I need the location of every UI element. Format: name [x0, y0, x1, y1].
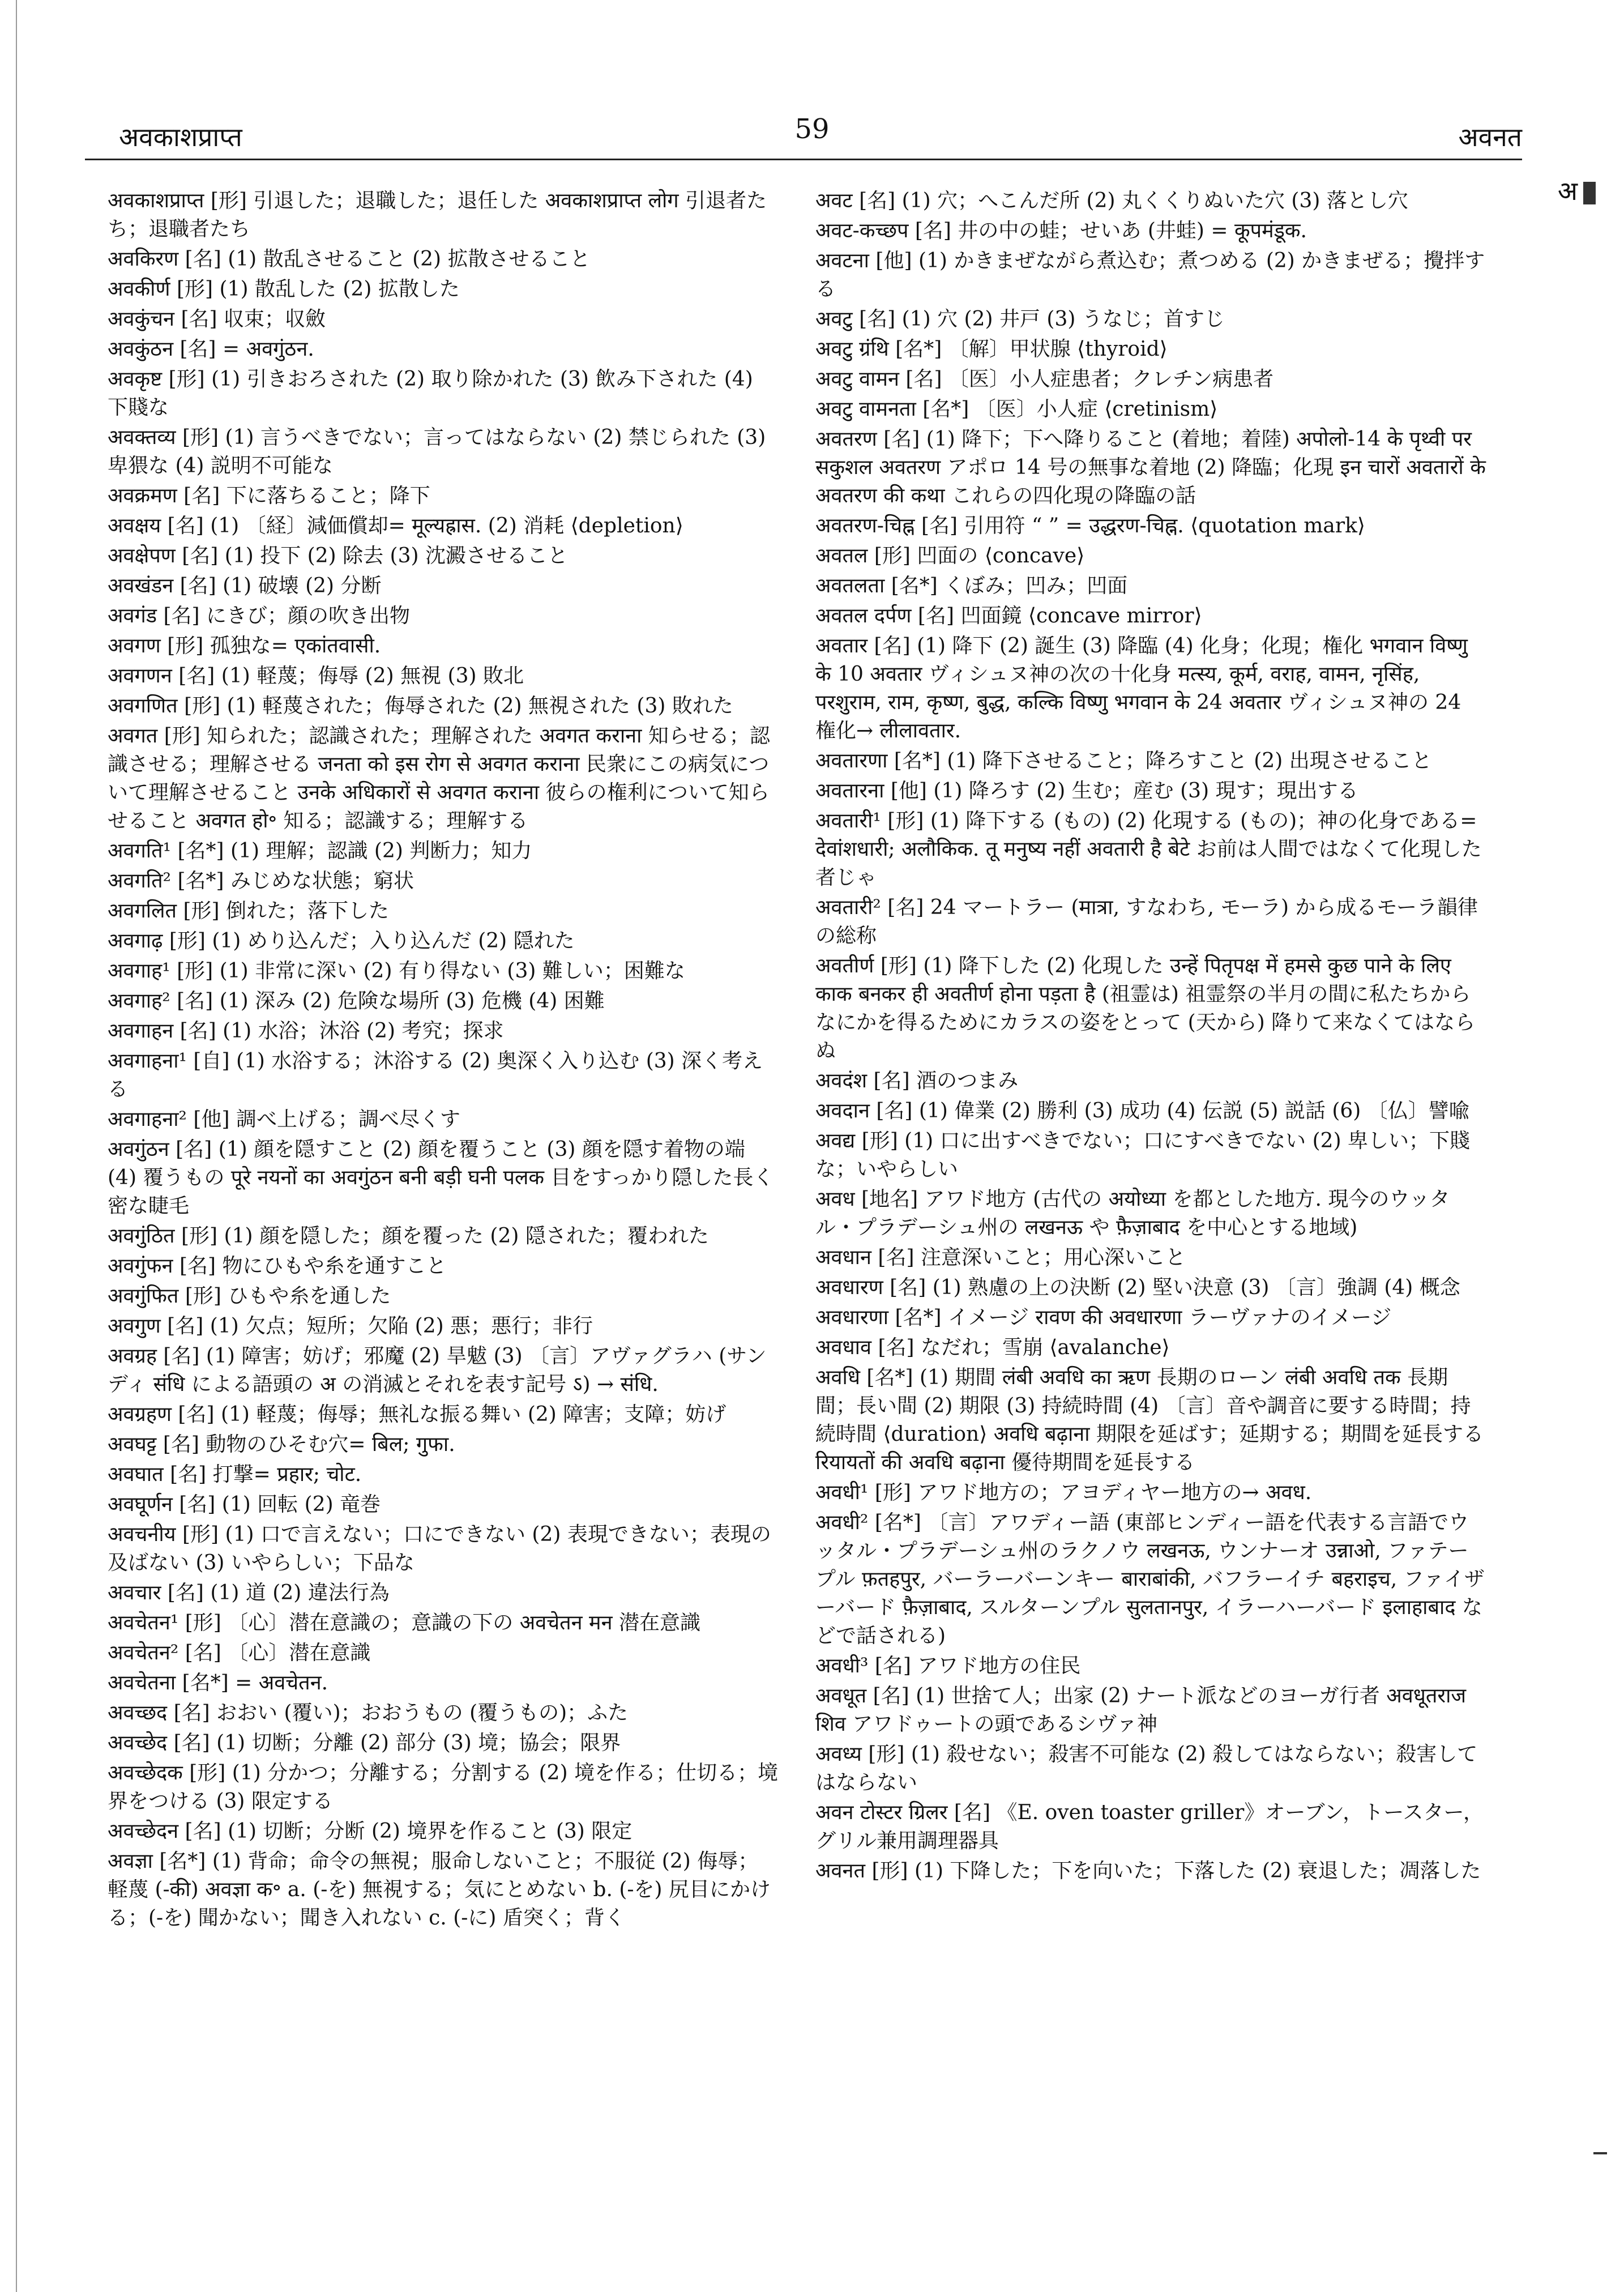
dictionary-entry: अवगणन [名] (1) 軽蔑；侮辱 (2) 無視 (3) 敗北: [108, 664, 524, 688]
dictionary-entry: अवघट्ट [名] 動物のひそむ穴= बिल; गुफा.: [108, 1433, 455, 1456]
dictionary-entry: अवतार [名] (1) 降下 (2) 誕生 (3) 降臨 (4) 化身；化現；権化 भगवान विष्णु के 10 अवतार ヴィシュヌ神の次の十化身 मत्स्य, कूर्म, वराह, वामन, नृसिंह, परशुराम, राम, कृष्ण, बुद्ध, कल्कि विष्णु भगवान के 24 अवतार ヴィシュヌ神の 24 権化→ लीलावतार.: [815, 634, 1468, 742]
dictionary-entry: अवगति¹ [名*] (1) 理解；認識 (2) 判断力；知力: [108, 839, 532, 863]
dictionary-entry: अवखंडन [名] (1) 破壊 (2) 分断: [108, 574, 382, 597]
dictionary-entry: अवकुंचन [名] 収束；収斂: [108, 308, 326, 331]
dictionary-entry: अवतीर्ण [形] (1) 降下した (2) 化現した उन्हें पितृपक्ष में हमसे कुछ पाने के लिए काक बनकर ही अवतीर्ण होना पड़ता है (祖霊は) 祖霊祭の半月の間に私たちからなにかを得るためにカラスの姿をとって (天から) 降りて来なくてはならぬ: [815, 954, 1476, 1062]
dictionary-entry: अवन टोस्टर ग्रिलर [名] 《E. oven toaster griller》オーブン，トースター，グリル兼用調理器具: [815, 1801, 1484, 1853]
dictionary-entry: अवधूत [名] (1) 世捨て人；出家 (2) ナート派などのヨーガ行者 अवधूतराज शिव アワドゥートの頭であるシヴァ神: [815, 1684, 1467, 1736]
dictionary-entry: अवगुंफन [名] 物にひもや糸を通すこと: [108, 1254, 447, 1278]
dictionary-entry: अवतारणा [名*] (1) 降下させること；降ろすこと (2) 出現させること: [815, 749, 1432, 772]
dictionary-entry: अवगाहन [名] (1) 水浴；沐浴 (2) 考究；探求: [108, 1019, 504, 1043]
dictionary-entry: अवधारण [名] (1) 熟慮の上の決断 (2) 堅い決意 (3) 〔言〕強調 (4) 概念: [815, 1276, 1460, 1299]
header-rule: [85, 159, 1522, 160]
dictionary-entry: अवच्छेद [名] (1) 切断；分離 (2) 部分 (3) 境；協会；限界: [108, 1731, 621, 1755]
dictionary-entry: अवटु ग्रंथि [名*] 〔解〕甲状腺 ⟨thyroid⟩: [815, 338, 1168, 361]
right-column: [815, 187, 1486, 2247]
dictionary-entry: अवकिरण [名] (1) 散乱させること (2) 拡散させること: [108, 247, 591, 271]
dictionary-entry: अवधारणा [名*] イメージ रावण की अवधारणा ラーヴァナのイメージ: [815, 1306, 1392, 1329]
dictionary-entry: अवटु [名] (1) 穴 (2) 井戸 (3) うなじ；首すじ: [815, 308, 1225, 331]
edge-mark: [1593, 2152, 1607, 2154]
dictionary-entry: अवतरण-चिह्न [名] 引用符 “ ” = उद्धरण-चिह्न. ⟨quotation mark⟩: [815, 514, 1365, 537]
thumb-index-letter: अ: [1557, 176, 1578, 206]
dictionary-entry: अवगाहना¹ [自] (1) 水浴する；沐浴する (2) 奥深く入り込む (3) 深く考える: [108, 1049, 763, 1101]
dictionary-entry: अवटना [他] (1) かきまぜながら煮込む；煮つめる (2) かきまぜる；攪拌する: [815, 249, 1485, 301]
dictionary-entry: अवक्षेपण [名] (1) 投下 (2) 除去 (3) 沈澱させること: [108, 544, 568, 567]
dictionary-entry: अवचेतना [名*] = अवचेतन.: [108, 1671, 328, 1695]
dictionary-entry: अवगणित [形] (1) 軽蔑された；侮辱された (2) 無視された (3) 敗れた: [108, 694, 733, 718]
dictionary-entry: अवच्छेदन [名] (1) 切断；分断 (2) 境界を作ること (3) 限定: [108, 1820, 632, 1843]
dictionary-entry: अवच्छद [名] おおい (覆い)；おおうもの (覆うもの)；ふた: [108, 1701, 629, 1725]
dictionary-entry: अवदान [名] (1) 偉業 (2) 勝利 (3) 成功 (4) 伝説 (5) 説話 (6) 〔仏〕譬喩: [815, 1099, 1469, 1122]
dictionary-entry: अवग्रह [名] (1) 障害；妨げ；邪魔 (2) 旱魃 (3) 〔言〕アヴァグラハ (サンディ संधि による語頭の अ の消滅とそれを表す記号 ऽ) → संधि.: [108, 1345, 767, 1396]
dictionary-entry: अवतल [形] 凹面の ⟨concave⟩: [815, 544, 1085, 567]
dictionary-entry: अवकाशप्राप्त [形] 引退した；退職した；退任した अवकाशप्राप्त लोग 引退者たち；退職者たち: [108, 189, 767, 241]
dictionary-entry: अवकृष्ट [形] (1) 引きおろされた (2) 取り除かれた (3) 飲み下された (4) 下賤な: [108, 368, 753, 419]
guide-word-right: अवनत: [1458, 122, 1522, 152]
dictionary-entry: अवगण [形] 孤独な= एकांतवासी.: [108, 634, 381, 658]
dictionary-entry: अवध [地名] アワド地方 (古代の अयोध्या を都とした地方. 現今のウッタル・プラデーシュ州の लखनऊ や फ़ैज़ाबाद を中心とする地域): [815, 1188, 1450, 1239]
dictionary-entry: अवगलित [形] 倒れた；落下した: [108, 899, 390, 923]
dictionary-entry: अवतारी¹ [形] (1) 降下する (もの) (2) 化現する (もの)；神の化身である= देवांशधारी; अलौकिक. तू मनुष्य नहीं अवतारी है बेटे お前は人間ではなくて化現した者じゃ: [815, 809, 1482, 889]
guide-word-left: अवकाशप्राप्त: [119, 122, 242, 152]
dictionary-entry: अवकुंठन [名] = अवगुंठन.: [108, 338, 314, 361]
dictionary-entry: अवधी¹ [形] アワド地方の；アヨディヤー地方の→ अवध.: [815, 1481, 1312, 1504]
left-column: [108, 187, 779, 2247]
dictionary-entry: अवद्य [形] (1) 口に出すべきでない；口にすべきでない (2) 卑しい；下賤な；いやらしい: [815, 1129, 1471, 1181]
dictionary-entry: अवगुण [名] (1) 欠点；短所；欠陥 (2) 悪；悪行；非行: [108, 1314, 593, 1338]
page-number: 59: [794, 113, 830, 145]
dictionary-entry: अवकीर्ण [形] (1) 散乱した (2) 拡散した: [108, 278, 460, 301]
thumb-index: [1558, 173, 1596, 208]
dictionary-entry: अवदंश [名] 酒のつまみ: [815, 1069, 1019, 1092]
dictionary-entry: अवतलता [名*] くぼみ；凹み；凹面: [815, 574, 1128, 597]
dictionary-entry: अवच्छेदक [形] (1) 分かつ；分離する；分割する (2) 境を作る；仕切る；境界をつける (3) 限定する: [108, 1761, 779, 1813]
dictionary-entry: अवटु वामन [名] 〔医〕小人症患者；クレチン病患者: [815, 368, 1274, 391]
dictionary-entry: अवध्य [形] (1) 殺せない；殺害不可能な (2) 殺してはならない；殺害してはならない: [815, 1743, 1478, 1794]
dictionary-entry: अवगत [形] 知られた；認識された；理解された अवगत कराना 知らせる；認識させる；理解させる जनता को इस रोग से अवगत कराना 民衆にこの病気について理解させること उनके अधिकारों से अवगत कराना 彼らの権利について知らせること अवगत हो॰ 知る；認識する；理解する: [108, 724, 770, 833]
dictionary-entry: अवतारना [他] (1) 降ろす (2) 生む；産む (3) 現す；現出する: [815, 779, 1358, 803]
dictionary-entry: अवगाढ़ [形] (1) めり込んだ；入り込んだ (2) 隠れた: [108, 929, 575, 953]
dictionary-entry: अवधी³ [名] アワド地方の住民: [815, 1654, 1081, 1678]
dictionary-entry: अवघूर्णन [名] (1) 回転 (2) 竜巻: [108, 1493, 381, 1516]
dictionary-entry: अवग्रहण [名] (1) 軽蔑；侮辱；無礼な振る舞い (2) 障害；支障；妨げ: [108, 1403, 726, 1426]
dictionary-entry: अवगुंफित [形] ひもや糸を通した: [108, 1284, 391, 1308]
dictionary-entry: अवगुंठन [名] (1) 顔を隠すこと (2) 顔を覆うこと (3) 顔を隠す着物の端 (4) 覆うもの पूरे नयनों का अवगुंठन बनी बड़ी घनी पलक 目をすっかり隠した長く密な睫毛: [108, 1138, 774, 1218]
dictionary-entry: अवचेतन¹ [形] 〔心〕潜在意識の；意識の下の अवचेतन मन 潜在意識: [108, 1611, 701, 1634]
dictionary-entry: अवक्रमण [名] 下に落ちること；降下: [108, 484, 430, 507]
dictionary-entry: अवनत [形] (1) 下降した；下を向いた；下落した (2) 衰退した；凋落した: [815, 1859, 1481, 1883]
dictionary-entry: अवक्षय [名] (1) 〔経〕減価償却= मूल्यह्रास. (2) 消耗 ⟨depletion⟩: [108, 514, 683, 537]
dictionary-entry: अवटु वामनता [名*] 〔医〕小人症 ⟨cretinism⟩: [815, 398, 1218, 421]
dictionary-entry: अवचनीय [形] (1) 口で言えない；口にできない (2) 表現できない；表現の及ばない (3) いやらしい；下品な: [108, 1523, 771, 1574]
dictionary-entry: अवगाह² [名] (1) 深み (2) 危険な場所 (3) 危機 (4) 困難: [108, 989, 605, 1013]
dictionary-entry: अवगाहना² [他] 調べ上げる；調べ尽くす: [108, 1108, 460, 1131]
dictionary-entry: अवज्ञा [名*] (1) 背命；命令の無視；服命しないこと；不服従 (2) 侮辱；軽蔑 (-की) अवज्ञा क॰ a. (-を) 無視する；気にとめない b. (-を) 尻目にかける；(-を) 聞かない；聞き入れない c. (-に) 盾突く；背く: [108, 1850, 771, 1930]
dictionary-entry: अवगुंठित [形] (1) 顔を隠した；顔を覆った (2) 隠された；覆われた: [108, 1224, 709, 1248]
dictionary-entry: अवट [名] (1) 穴；へこんだ所 (2) 丸くくりぬいた穴 (3) 落とし穴: [815, 189, 1408, 212]
dictionary-entry: अवगंड [名] にきび；顔の吹き出物: [108, 604, 411, 628]
dictionary-entry: अवधाव [名] なだれ；雪崩 ⟨avalanche⟩: [815, 1336, 1170, 1359]
dictionary-entry: अवतरण [名] (1) 降下；下へ降りること (着地；着陸) अपोलो-14 के पृथ्वी पर सकुशल अवतरण アポロ 14 号の無事な着地 (2) 降臨；化現 इन चारों अवतारों के अवतरण की कथा これらの四化現の降臨の話: [815, 428, 1486, 507]
dictionary-entry: अवधान [名] 注意深いこと；用心深いこと: [815, 1246, 1186, 1269]
dictionary-entry: अवतारी² [名] 24 マートラー (मात्रा, すなわち, モーラ) から成るモーラ韻律の総称: [815, 896, 1478, 947]
scan-margin-line: [16, 0, 17, 2292]
dictionary-entry: अवधी² [名*] 〔言〕アワディー語 (東部ヒンディー語を代表する言語でウッタル・プラデーシュ州のラクノウ लखनऊ, ウンナーオ उन्नाओ, ファテープル फ़तहपुर, バーラーバーンキー बाराबांकी, バフラーイチ बहराइच, ファイザーバード फ़ैज़ाबाद, スルターンプル सुलतानपुर, イラーハーバード इलाहाबाद などで話される): [815, 1511, 1485, 1647]
thumb-index-tab: [1583, 182, 1596, 204]
dictionary-entry: अवचार [名] (1) 道 (2) 違法行為: [108, 1581, 390, 1604]
page-header: [85, 113, 1539, 164]
dictionary-entry: अवचेतन² [名] 〔心〕潜在意識: [108, 1641, 371, 1664]
dictionary-entry: अवघात [名] 打撃= प्रहार; चोट.: [108, 1463, 362, 1486]
dictionary-entry: अवगाह¹ [形] (1) 非常に深い (2) 有り得ない (3) 難しい；困難な: [108, 959, 685, 983]
dictionary-entry: अवट-कच्छप [名] 井の中の蛙；せいあ (井蛙) = कूपमंडूक.: [815, 219, 1307, 242]
dictionary-entry: अवगति² [名*] みじめな状態；窮状: [108, 869, 414, 893]
dictionary-entry: अवक्तव्य [形] (1) 言うべきでない；言ってはならない (2) 禁じられた (3) 卑猥な (4) 説明不可能な: [108, 426, 766, 477]
dictionary-entry: अवधि [名*] (1) 期間 लंबी अवधि का ऋण 長期のローン लंबी अवधि तक 長期間；長い間 (2) 期限 (3) 持続時間 (4) 〔言〕音や調音に要する時間；持続時間 ⟨duration⟩ अवधि बढ़ाना 期限を延ばす；延期する；期間を延長する रियायतों की अवधि बढ़ाना 優待期間を延長する: [815, 1366, 1484, 1474]
dictionary-entry: अवतल दर्पण [名] 凹面鏡 ⟨concave mirror⟩: [815, 604, 1202, 628]
